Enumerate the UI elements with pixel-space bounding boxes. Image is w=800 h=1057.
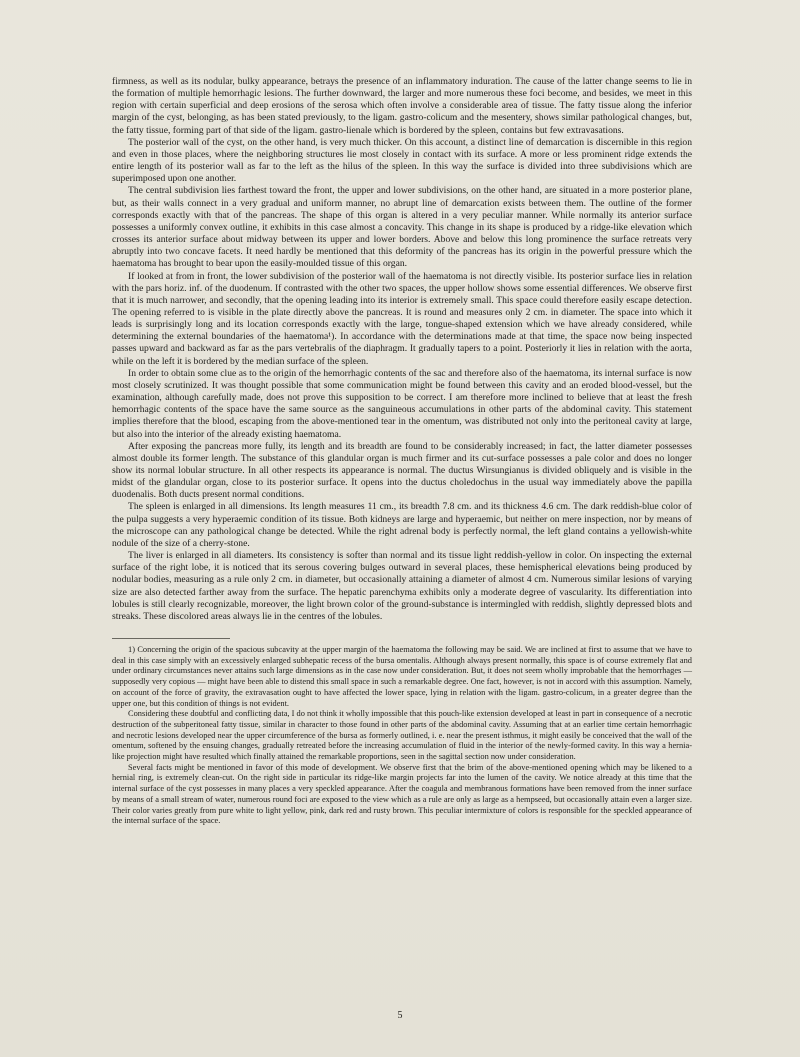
footnote-paragraph-2: Considering these doubtful and conflicting data, I do not think it wholly impossible that this pouch-like extension developed at least in part in consequence of a necrotic destruction of the subperitoneal fatty tissue, similar in character to those found in other parts of the abdominal cavity. Assuming that at an earlier time certain hemorrhagic and necrotic lesions developed near the upper circumference of the bursa as formerly outlined, i. e. near the present isthmus, it might easily be conceived that the wall of the omentum, softened by the ensuing changes, gradually retreated before the increasing accumulation of fluid in the interior of the newly-formed cavity. In this way a hernia-like projection might have resulted which finally attained the remarkable proportions, seen in the sagittal section now under consideration.	[112, 709, 692, 762]
body-paragraph-6: After exposing the pancreas more fully, its length and its breadth are found to be considerably increased; in fact, the latter diameter possesses almost double its former length. The substance of this glandular organ is much firmer and its cut-surface possesses a pale color and does no longer show its normal lobular structure. In all other respects its appearance is normal. The ductus Wirsungianus is divided obliquely and is visible in the midst of the glandular organ, close to its posterior surface. It opens into the ductus choledochus in the usual way immediately above the papilla duodenalis. Both ducts present normal conditions.	[112, 440, 692, 501]
body-paragraph-5: In order to obtain some clue as to the origin of the hemorrhagic contents of the sac and therefore also of the haematoma, its internal surface is now most closely scrutinized. It was thought possible that some communication might be found between this cavity and an eroded blood-vessel, but the examination, although carefully made, does not prove this supposition to be correct. I am therefore more inclined to believe that at least the fresh hemorrhagic contents of the space have the same source as the sanguineous accumulations in other parts of the abdominal cavity. This statement implies therefore that the blood, escaping from the above-mentioned tear in the omentum, was distributed not only into the peritoneal cavity at large, but also into the interior of the already existing haematoma.	[112, 367, 692, 440]
body-paragraph-8: The liver is enlarged in all diameters. Its consistency is softer than normal and its tissue light reddish-yellow in color. On inspecting the external surface of the right lobe, it is noticed that its serous covering bulges outward in several places, these hemispherical elevations being produced by nodular bodies, measuring as a rule only 2 cm. in diameter, but occasionally attaining a diameter of almost 4 cm. Numerous similar lesions of varying size are also detected farther away from the surface. The hepatic parenchyma exhibits only a moderate degree of vascularity. Its differentiation into lobules is still clearly recognizable, moreover, the light brown color of the ground-substance is intermingled with reddish, slightly depressed blots and streaks. These discolored areas always lie in the centres of the lobules.	[112, 550, 692, 622]
body-paragraph-4: If looked at from in front, the lower subdivision of the posterior wall of the haematoma is not directly visible. Its posterior surface lies in relation with the pars horiz. inf. of the duodenum. If contrasted with the other two spaces, the upper hollow shows some essential differences. We observe first that it is much narrower, and secondly, that the opening leading into its interior is extremely small. This space could therefore easily escape detection. The opening referred to is visible in the plate directly above the pancreas. It is round and measures only 2 cm. in diameter. The space into which it leads is surprisingly long and its location corresponds exactly with the large, tongue-shaped extension which we have already considered, while determining the external boundaries of the haematoma¹). In accordance with the determinations made at that time, the space now being inspected passes upward and backward as far as the pars vertebralis of the diaphragm. It gradually tapers to a point. Posteriorly it lies in relation with the aorta, while on the left it is bordered by the median surface of the spleen.	[112, 270, 692, 367]
page-number: 5	[397, 1010, 403, 1021]
footnote-paragraph-3: Several facts might be mentioned in favor of this mode of development. We observe first that the brim of the above-mentioned opening which may be likened to a hernial ring, is extremely clean-cut. On the right side in particular its ridge-like margin projects far into the lumen of the cavity. We notice already at this time that the internal surface of the cyst possesses in many places a very speckled appearance. After the coagula and membranous formations have been removed from the inner surface by means of a small stream of water, numerous round foci are exposed to the view which as a rule are only as large as a hempseed, but occasionally attain even a larger size. Their color varies greatly from pure white to light yellow, pink, dark red and rusty brown. This peculiar intermixture of colors is responsible for the speckled appearance of the internal surface of the space.	[112, 762, 692, 826]
body-paragraph-7: The spleen is enlarged in all dimensions. Its length measures 11 cm., its breadth 7.8 cm. and its thickness 4.6 cm. The dark reddish-blue color of the pulpa suggests a very hyperaemic condition of its tissue. Both kidneys are large and hyperaemic, but neither on mere inspection, nor by means of the microscope can any pathological change be detected. While the right adrenal body is perfectly normal, the left gland contains a yellowish-white nodule of the size of a cherry-stone.	[112, 501, 692, 549]
text-block	[112, 76, 692, 827]
body-paragraph-1: firmness, as well as its nodular, bulky appearance, betrays the presence of an inflammatory induration. The cause of the latter change seems to lie in the formation of multiple hemorrhagic lesions. The further downward, the larger and more numerous these foci become, and besides, we meet in this region with certain superficial and deep erosions of the serosa which often involve a considerable area of tissue. The fatty tissue along the inferior margin of the cyst, belonging, as has been stated previously, to the ligam. gastro-colicum and the mesentery, shows similar pathological changes, but, the fatty tissue, forming part of that side of the ligam. gastro-lienale which is bordered by the spleen, contains but few extravasations.	[112, 76, 692, 136]
footnote-1: 1) Concerning the origin of the spacious subcavity at the upper margin of the haematoma the following may be said. We are inclined at first to assume that we have to deal in this case simply with an excessively enlarged subhepatic recess of the bursa omentalis. Although always present normally, this space is of course extremely flat and under ordinary circumstances never attains such large dimensions as in the case now under consideration. But, it does not seem wholly improbable that the hemorrhages — supposedly very copious — might have been able to distend this small space in such a remarkable degree. One fact, however, is not in accord with this assumption. Namely, on account of the force of gravity, the extravasation ought to have affected the lower space, lying in relation with the ligam. gastro-colicum, in a greater degree than the upper one, but this condition of things is not evident.	[112, 645, 692, 708]
body-paragraph-3: The central subdivision lies farthest toward the front, the upper and lower subdivisions, on the other hand, are situated in a more posterior plane, but, as their walls connect in a very gradual and uniform manner, no abrupt line of demarcation exists between them. The outline of the former corresponds exactly with that of the pancreas. The shape of this organ is altered in a very peculiar manner. While normally its anterior surface possesses a uniformly convex outline, it exhibits in this case almost a concavity. This change in its shape is produced by a ridge-like elevation which crosses its anterior surface about midway between its upper and lower borders. Above and below this long prominence the surface retreats very abruptly into two concave facets. It need hardly be mentioned that this deformity of the pancreas has its origin in the powerful pressure which the haematoma has brought to bear upon the easily-moulded tissue of this organ.	[112, 185, 692, 270]
footnote-divider	[112, 638, 230, 639]
body-paragraph-2: The posterior wall of the cyst, on the other hand, is very much thicker. On this account, a distinct line of demarcation is discernible in this region and even in those places, where the neighboring structures lie most closely in contact with its surface. A more or less prominent ridge extends the entire length of its posterior wall as far to the left as the hilus of the spleen. In this way the surface is divided into three subdivisions which are superimposed upon one another.	[112, 136, 692, 185]
